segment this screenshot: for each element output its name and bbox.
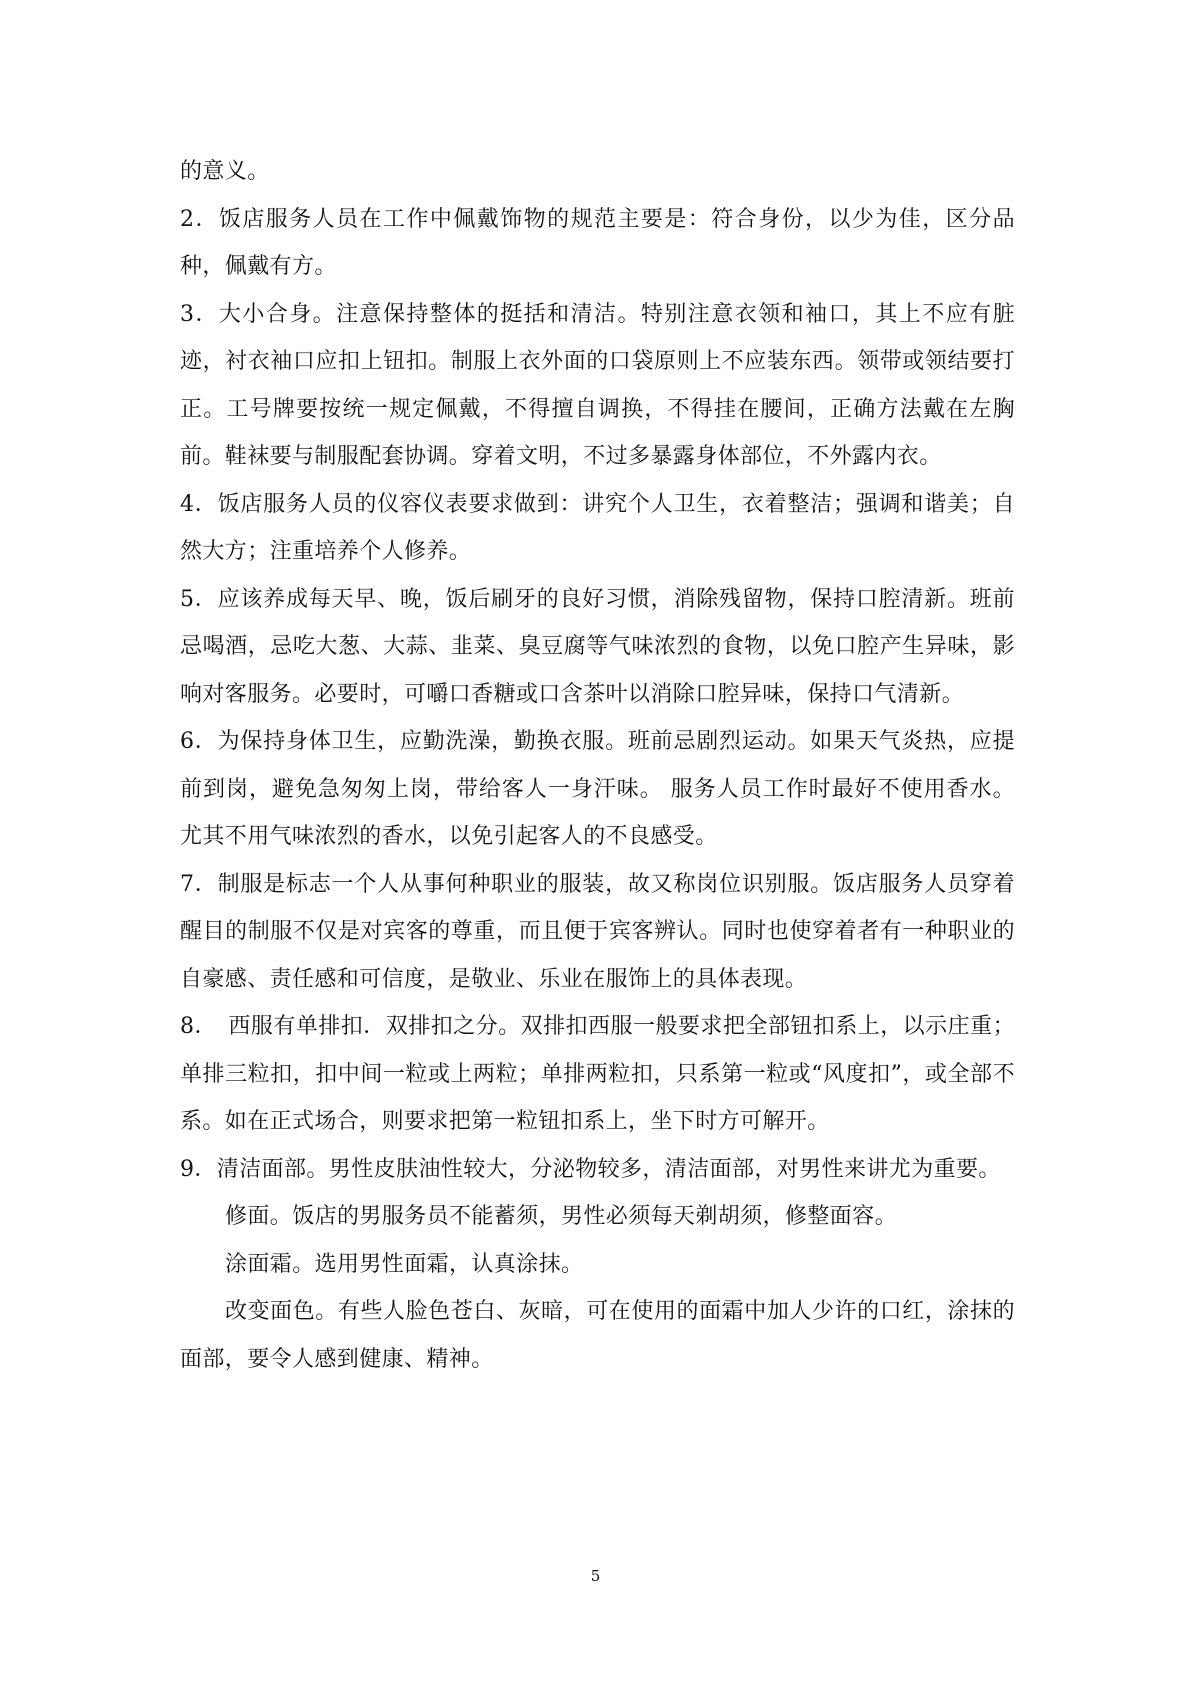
paragraph-item-7: 7．制服是标志一个人从事何种职业的服装，故又称岗位识别服。饭店服务人员穿着醒目的制服不仅是对宾客的尊重，而且便于宾客辨认。同时也使穿着者有一种职业的自豪感、责任感和可信度，是敬业、乐业在服饰上的具体表现。 — [180, 871, 1015, 992]
paragraph-shaving: 修面。饭店的男服务员不能蓄须，男性必须每天剃胡须，修整面容。 — [225, 1204, 898, 1229]
paragraph-item-4: 4．饭店服务人员的仪容仪表要求做到：讲究个人卫生，衣着整洁；强调和谐美；自然大方；注重培养个人修养。 — [180, 491, 1015, 564]
paragraph-item-8: 8． 西服有单排扣．双排扣之分。双排扣西服一般要求把全部钮扣系上，以示庄重；单排三粒扣，扣中间一粒或上两粒；单排两粒扣，只系第一粒或“风度扣”，或全部不系。如在正式场合，则要求把第一粒钮扣系上，坐下时方可解开。 — [180, 1014, 1015, 1134]
page-number: 5 — [590, 1567, 601, 1585]
paragraph-item-6: 6．为保持身体卫生，应勤洗澡，勤换衣服。班前忌剧烈运动。如果天气炎热，应提前到岗，避免急匆匆上岗，带给客人一身汗味。 服务人员工作时最好不使用香水。尤其不用气味浓烈的香水，以免引起客人的不良感受。 — [180, 729, 1015, 849]
paragraph-item-3: 3．大小合身。注意保持整体的挺括和清洁。特别注意衣领和袖口，其上不应有脏迹，衬衣袖口应扣上钮扣。制服上衣外面的口袋原则上不应装东西。领带或领结要打正。工号牌要按统一规定佩戴，不得擅自调换，不得挂在腰间，正确方法戴在左胸前。鞋袜要与制服配套协调。穿着文明，不过多暴露身体部位，不外露内衣。 — [180, 301, 1015, 469]
paragraph-item-5: 5．应该养成每天早、晚，饭后刷牙的良好习惯，消除残留物，保持口腔清新。班前忌喝酒，忌吃大葱、大蒜、韭菜、臭豆腐等气味浓烈的食物，以免口腔产生异味，影响对客服务。必要时，可嚼口香糖或口含茶叶以消除口腔异味，保持口气清新。 — [180, 586, 1015, 707]
body-text — [180, 148, 1015, 1383]
paragraph-item-9: 9．清洁面部。男性皮肤油性较大，分泌物较多，清洁面部，对男性来讲尤为重要。 — [180, 1156, 1001, 1182]
paragraph-continuation: 的意义。 — [180, 159, 270, 184]
paragraph-face-cream: 涂面霜。选用男性面霜，认真涂抹。 — [225, 1251, 584, 1277]
paragraph-item-2: 2．饭店服务人员在工作中佩戴饰物的规范主要是：符合身份，以少为佳，区分品种，佩戴有方。 — [180, 206, 1015, 279]
paragraph-complexion: 改变面色。有些人脸色苍白、灰暗，可在使用的面霜中加人少许的口红，涂抹的面部，要令人感到健康、精神。 — [180, 1299, 1015, 1372]
